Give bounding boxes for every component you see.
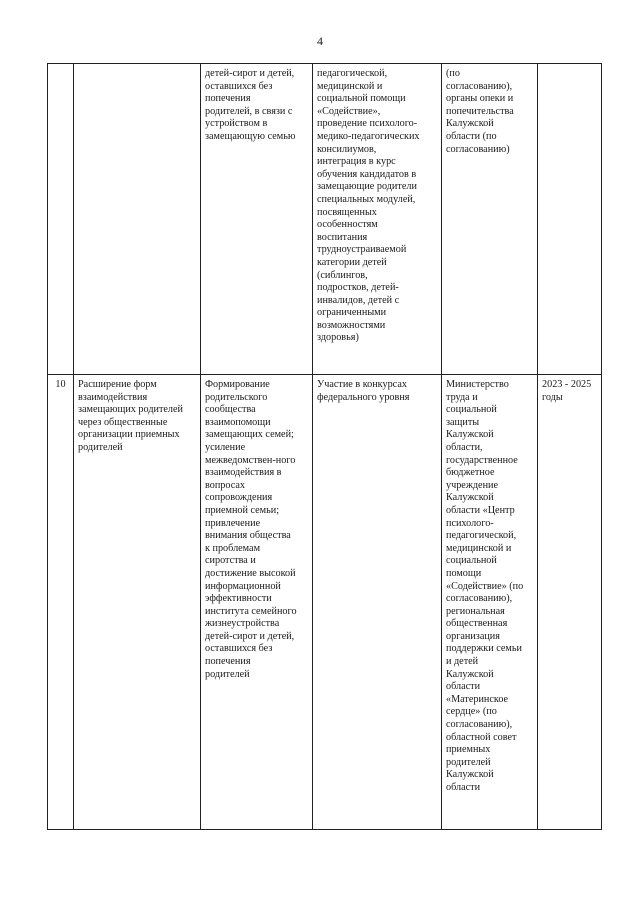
page-number: 4 <box>317 34 323 48</box>
measure-name-cell <box>74 64 201 375</box>
activity-cell: Участие в конкурсах федерального уровня <box>313 375 442 830</box>
goal-cell: детей-сирот и детей, оставшихся без попечения родителей, в связи с устройством в замещающую семью <box>201 64 313 375</box>
program-table <box>47 63 602 830</box>
executor-cell: Министерство труда и социальной защиты Калужской области, государственное бюджетное учреждение Калужской области «Центр психолого- педагогической, медицинской и социальной помощи «Содействие» (по согласованию), региональная общественная организация поддержки семьи и детей Калужской области «Материнское сердце» (по согласованию), областной совет приемных родителей Калужской области <box>442 375 538 830</box>
row-number-cell: 10 <box>48 375 74 830</box>
row-number-cell <box>48 64 74 375</box>
executor-cell: (по согласованию), органы опеки и попечительства Калужской области (по согласованию) <box>442 64 538 375</box>
goal-cell: Формирование родительского сообщества взаимопомощи замещающих семей; усиление межведомствен-ного взаимодействия в вопросах сопровождения приемной семьи; привлечение внимания общества к проблемам сиротства и достижение высокой информационной эффективности института семейного жизнеустройства детей-сирот и детей, оставшихся без попечения родителей <box>201 375 313 830</box>
activity-cell: педагогической, медицинской и социальной помощи «Содействие», проведение психолого- медико-педагогических консилиумов, интеграция в курс обучения кандидатов в замещающие родители специальных модулей, посвященных особенностям воспитания трудноустраиваемой категории детей (сиблингов, подростков, детей- инвалидов, детей с ограниченными возможностями здоровья) <box>313 64 442 375</box>
table-row <box>48 64 602 375</box>
period-cell: 2023 - 2025 годы <box>538 375 602 830</box>
table-row <box>48 375 602 830</box>
measure-name-cell: Расширение форм взаимодействия замещающих родителей через общественные организации приемных родителей <box>74 375 201 830</box>
period-cell <box>538 64 602 375</box>
